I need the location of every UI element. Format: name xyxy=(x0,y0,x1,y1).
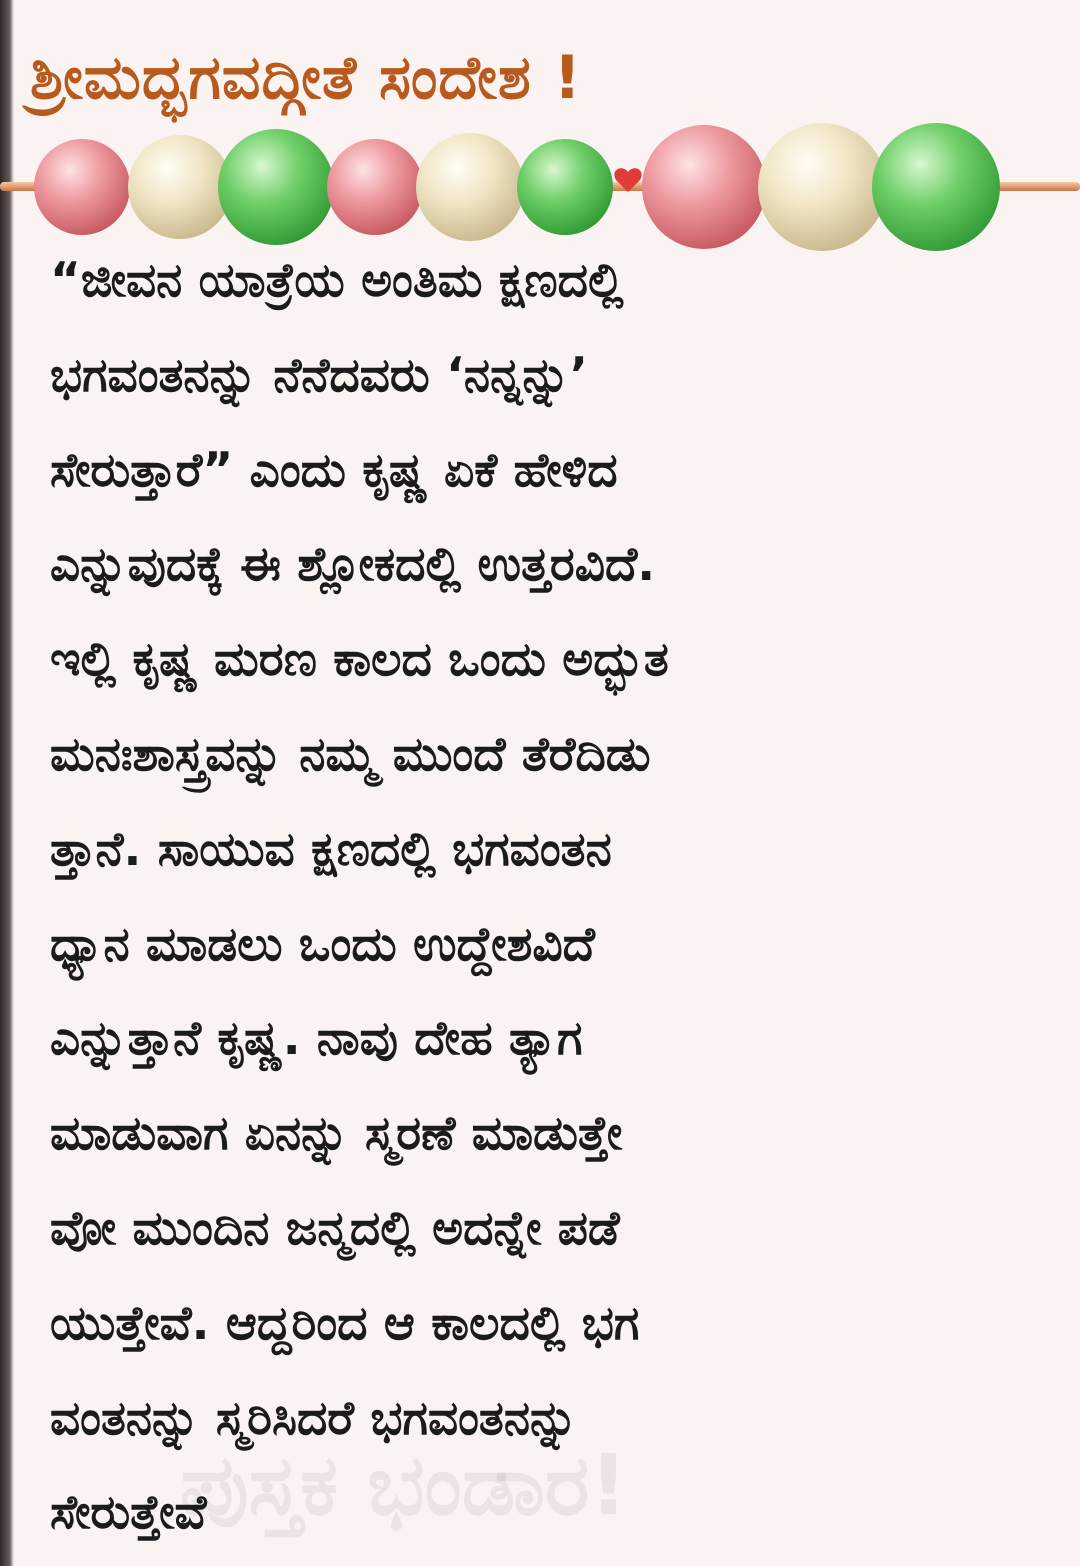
body-line: ತ್ತಾನೆ. ಸಾಯುವ ಕ್ಷಣದಲ್ಲಿ ಭಗವಂತನ xyxy=(50,821,612,877)
bead-pink xyxy=(327,139,423,235)
body-line: ಸೇರುತ್ತೇವೆ xyxy=(50,1485,207,1541)
bead-pink xyxy=(642,125,766,249)
body-line: ಎನ್ನುತ್ತಾನೆ ಕೃಷ್ಣ. ನಾವು ದೇಹ ತ್ಯಾಗ xyxy=(50,1011,583,1067)
bead-cream xyxy=(758,123,886,251)
body-text xyxy=(50,234,1060,1561)
bead-green xyxy=(517,139,613,235)
page-title: ಶ್ರೀಮದ್ಭಗವದ್ಗೀತೆ ಸಂದೇಶ ! xyxy=(30,43,583,113)
body-line: ಯುತ್ತೇವೆ. ಆದ್ದರಿಂದ ಆ ಕಾಲದಲ್ಲಿ ಭಗ xyxy=(50,1295,640,1351)
watermark-text: ಪುಸ್ತಕ ಭಂಡಾರ! xyxy=(180,1436,628,1534)
body-line: ಮಾಡುವಾಗ ಏನನ್ನು ಸ್ಮರಣೆ ಮಾಡುತ್ತೇ xyxy=(50,1106,623,1162)
body-line: “ಜೀವನ ಯಾತ್ರೆಯ ಅಂತಿಮ ಕ್ಷಣದಲ್ಲಿ xyxy=(50,253,624,308)
body-line: ಸೇರುತ್ತಾರೆ” ಎಂದು ಕೃಷ್ಣ ಏಕೆ ಹೇಳಿದ xyxy=(50,442,618,498)
body-line: ಭಗವಂತನನ್ನು ನೆನೆದವರು ‘ನನ್ನನ್ನು’ xyxy=(50,347,588,403)
body-line: ಎನ್ನುವುದಕ್ಕೆ ಈ ಶ್ಲೋಕದಲ್ಲಿ ಉತ್ತರವಿದೆ. xyxy=(50,537,656,593)
bead-green xyxy=(218,129,334,245)
bead-cream xyxy=(416,133,524,241)
body-line: ಧ್ಯಾನ ಮಾಡಲು ಒಂದು ಉದ್ದೇಶವಿದೆ xyxy=(50,916,595,972)
body-line: ವೋ ಮುಂದಿನ ಜನ್ಮದಲ್ಲಿ ಅದನ್ನೇ ಪಡೆ xyxy=(50,1200,620,1256)
body-line: ವಂತನನ್ನು ಸ್ಮರಿಸಿದರೆ ಭಗವಂತನನ್ನು xyxy=(50,1390,578,1446)
body-line: ಇಲ್ಲಿ ಕೃಷ್ಣ ಮರಣ ಕಾಲದ ಒಂದು ಅದ್ಭುತ xyxy=(50,632,669,688)
bead-pink xyxy=(34,139,130,235)
bead-cream xyxy=(128,135,232,239)
body-line: ಮನಃಶಾಸ್ತ್ರವನ್ನು ನಮ್ಮ ಮುಂದೆ ತೆರೆದಿಡು xyxy=(50,726,651,782)
bead-green xyxy=(872,123,1000,251)
